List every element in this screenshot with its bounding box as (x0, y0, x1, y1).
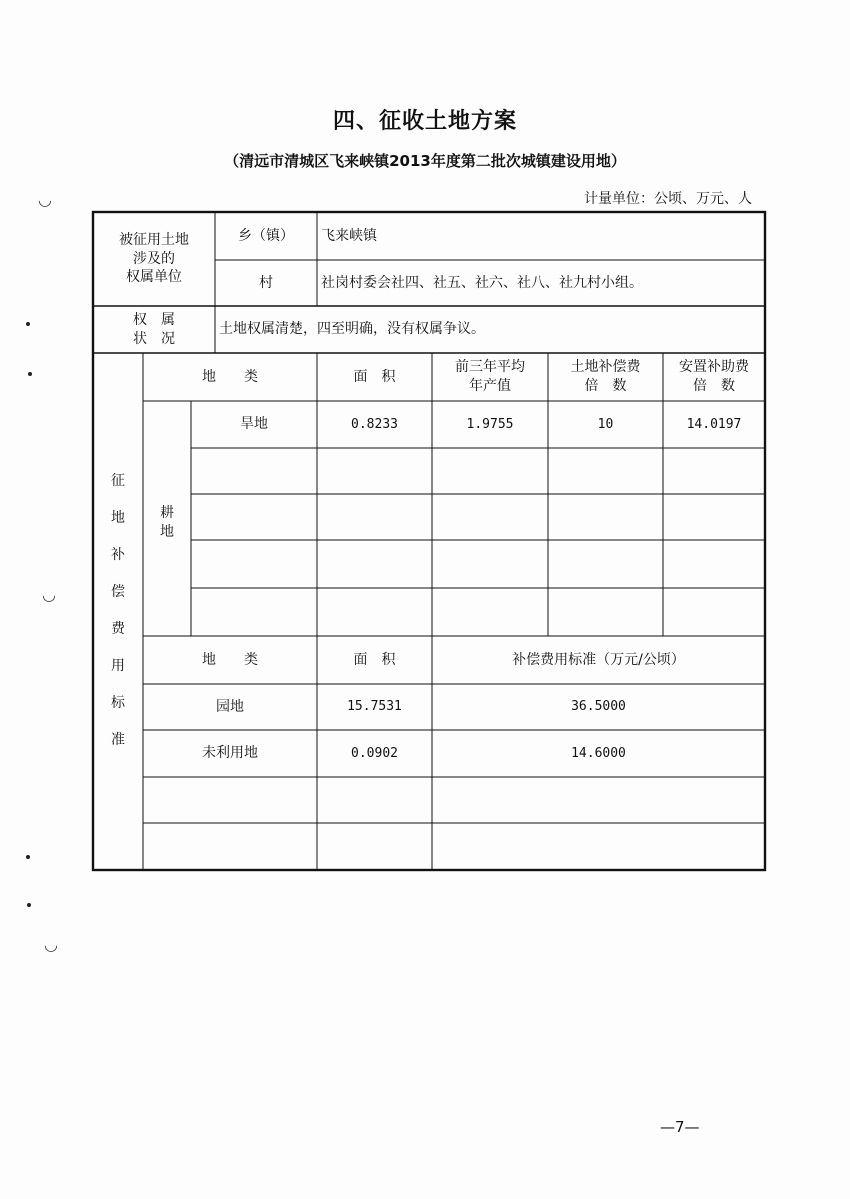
scan-speck (26, 855, 30, 859)
header2-land-type: 地 类 (202, 651, 258, 668)
scan-speck (27, 903, 31, 907)
page-title: 四、征收土地方案 (332, 109, 517, 134)
village-label: 村 (259, 274, 273, 291)
township-value: 飞来峡镇 (321, 227, 377, 244)
header-area: 面 积 (353, 368, 396, 385)
header-land-type: 地 类 (202, 368, 258, 385)
header-avg-output: 前三年平均 年产值 (455, 359, 525, 394)
cultivated-land-label: 耕 地 (160, 505, 174, 540)
page-subtitle: （清远市清城区飞来峡镇2013年度第二批次城镇建设用地） (224, 152, 626, 170)
header-resettle-multiple: 安置补助费 倍 数 (679, 359, 749, 394)
header2-standard: 补偿费用标准（万元/公顷） (512, 651, 685, 668)
page-number: —7— (660, 1118, 700, 1136)
table-cell-standard: 36.5000 (571, 699, 626, 715)
table-cell-type: 旱地 (240, 416, 268, 433)
ownership-status-value: 土地权属清楚，四至明确，没有权属争议。 (219, 321, 485, 338)
table-cell-area: 0.8233 (351, 416, 398, 432)
header2-area: 面 积 (353, 651, 396, 668)
header-land-comp-multiple: 土地补偿费 倍 数 (570, 359, 641, 394)
binder-hole-icon: ◡ (44, 935, 58, 954)
table-cell-type: 未利用地 (202, 745, 258, 762)
village-value: 社岗村委会社四、社五、社六、社八、社九村小组。 (321, 274, 643, 291)
table-cell-resettle-multiple: 14.0197 (686, 416, 742, 432)
scan-speck (26, 322, 30, 326)
binder-hole-icon: ◡ (38, 190, 52, 209)
scan-speck (28, 372, 32, 376)
measurement-unit: 计量单位：公顷、万元、人 (584, 191, 752, 207)
table-cell-area: 0.0902 (351, 745, 398, 761)
ownership-unit-label: 被征用土地 涉及的 权属单位 (119, 231, 189, 286)
ownership-status-label: 权 属 状 况 (133, 311, 175, 347)
table-cell-area: 15.7531 (347, 699, 402, 715)
binder-hole-icon: ◡ (42, 585, 56, 604)
table-cell-land-comp-multiple: 10 (597, 416, 614, 432)
table-cell-standard: 14.6000 (571, 745, 626, 761)
township-label: 乡（镇） (238, 227, 294, 244)
table-cell-type: 园地 (216, 698, 244, 715)
compensation-standard-label: 征 地 补 偿 费 用 标 准 (111, 473, 125, 749)
table-cell-avg-output: 1.9755 (466, 416, 514, 432)
